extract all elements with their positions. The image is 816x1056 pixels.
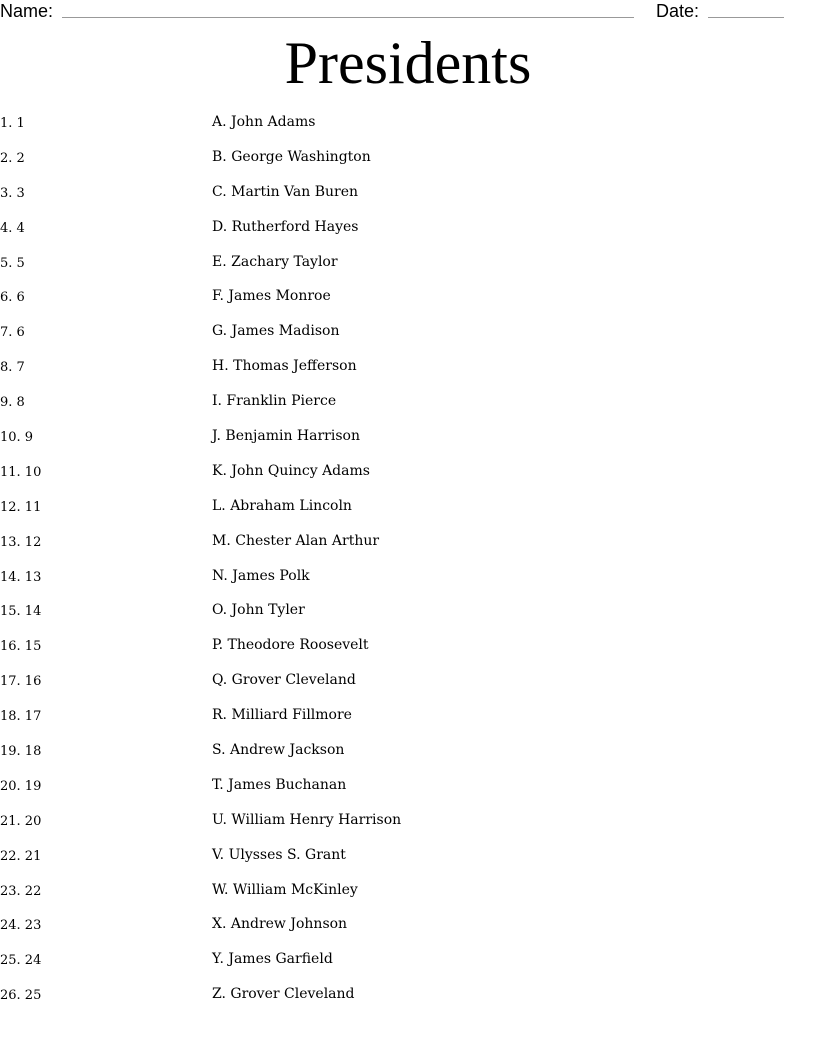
- answer-option: C. Martin Van Buren: [212, 183, 358, 200]
- question-number: 3. 3: [0, 185, 25, 201]
- list-item: [0, 880, 816, 915]
- answer-option: B. George Washington: [212, 148, 371, 165]
- list-item: [0, 984, 816, 1019]
- answer-option: E. Zachary Taylor: [212, 253, 338, 270]
- list-item: [0, 740, 816, 775]
- matching-list: [0, 112, 816, 1019]
- question-number: 5. 5: [0, 255, 25, 271]
- answer-option: L. Abraham Lincoln: [212, 497, 352, 514]
- answer-option: A. John Adams: [212, 114, 316, 130]
- question-number: 23. 22: [0, 883, 42, 899]
- list-item: [0, 217, 816, 252]
- list-item: [0, 496, 816, 531]
- answer-option: J. Benjamin Harrison: [212, 428, 360, 445]
- question-number: 10. 9: [0, 430, 34, 446]
- answer-option: T. James Buchanan: [212, 776, 347, 793]
- question-number: 19. 18: [0, 744, 42, 760]
- list-item: [0, 426, 816, 461]
- list-item: [0, 286, 816, 321]
- list-item: [0, 705, 816, 740]
- answer-option: N. James Polk: [212, 567, 310, 584]
- question-number: 22. 21: [0, 848, 42, 864]
- answer-option: R. Milliard Fillmore: [212, 707, 352, 724]
- list-item: [0, 810, 816, 845]
- answer-option: Z. Grover Cleveland: [212, 986, 355, 1003]
- list-item: [0, 252, 816, 287]
- question-number: 13. 12: [0, 534, 42, 550]
- question-number: 11. 10: [0, 464, 42, 480]
- list-item: [0, 600, 816, 635]
- question-number: 7. 6: [0, 325, 25, 341]
- question-number: 1. 1: [0, 116, 25, 131]
- question-number: 21. 20: [0, 813, 42, 829]
- question-number: 15. 14: [0, 604, 42, 620]
- list-item: [0, 112, 816, 147]
- name-field[interactable]: [62, 0, 634, 18]
- list-item: [0, 914, 816, 949]
- question-number: 20. 19: [0, 778, 42, 794]
- answer-option: W. William McKinley: [212, 881, 358, 898]
- answer-option: H. Thomas Jefferson: [212, 358, 357, 375]
- list-item: [0, 775, 816, 810]
- question-number: 16. 15: [0, 639, 42, 655]
- list-item: [0, 531, 816, 566]
- list-item: [0, 321, 816, 356]
- question-number: 24. 23: [0, 918, 42, 934]
- question-number: 8. 7: [0, 360, 25, 376]
- list-item: [0, 635, 816, 670]
- list-item: [0, 949, 816, 984]
- date-label: Date:: [656, 1, 700, 21]
- question-number: 6. 6: [0, 290, 25, 306]
- list-item: [0, 461, 816, 496]
- question-number: 18. 17: [0, 709, 42, 725]
- list-item: [0, 670, 816, 705]
- answer-option: Q. Grover Cleveland: [212, 672, 356, 689]
- list-item: [0, 845, 816, 880]
- answer-option: U. William Henry Harrison: [212, 811, 402, 828]
- answer-option: Y. James Garfield: [212, 951, 333, 968]
- list-item: [0, 391, 816, 426]
- answer-option: M. Chester Alan Arthur: [212, 532, 380, 549]
- answer-option: S. Andrew Jackson: [212, 742, 345, 759]
- answer-option: D. Rutherford Hayes: [212, 218, 359, 235]
- answer-option: O. John Tyler: [212, 602, 305, 619]
- answer-option: P. Theodore Roosevelt: [212, 637, 369, 654]
- answer-option: G. James Madison: [212, 323, 340, 340]
- question-number: 4. 4: [0, 220, 25, 236]
- question-number: 2. 2: [0, 150, 25, 166]
- date-field[interactable]: [708, 0, 784, 18]
- answer-option: V. Ulysses S. Grant: [212, 846, 346, 863]
- answer-option: F. James Monroe: [212, 288, 331, 305]
- page-title: Presidents: [284, 30, 532, 96]
- name-label: Name:: [0, 1, 54, 21]
- question-number: 17. 16: [0, 674, 42, 690]
- list-item: [0, 566, 816, 601]
- question-number: 26. 25: [0, 988, 42, 1004]
- question-number: 14. 13: [0, 569, 42, 585]
- list-item: [0, 147, 816, 182]
- answer-option: X. Andrew Johnson: [212, 916, 348, 933]
- list-item: [0, 182, 816, 217]
- question-number: 25. 24: [0, 953, 42, 969]
- answer-option: K. John Quincy Adams: [212, 462, 370, 479]
- question-number: 9. 8: [0, 395, 25, 411]
- list-item: [0, 356, 816, 391]
- question-number: 12. 11: [0, 499, 42, 515]
- answer-option: I. Franklin Pierce: [212, 393, 337, 410]
